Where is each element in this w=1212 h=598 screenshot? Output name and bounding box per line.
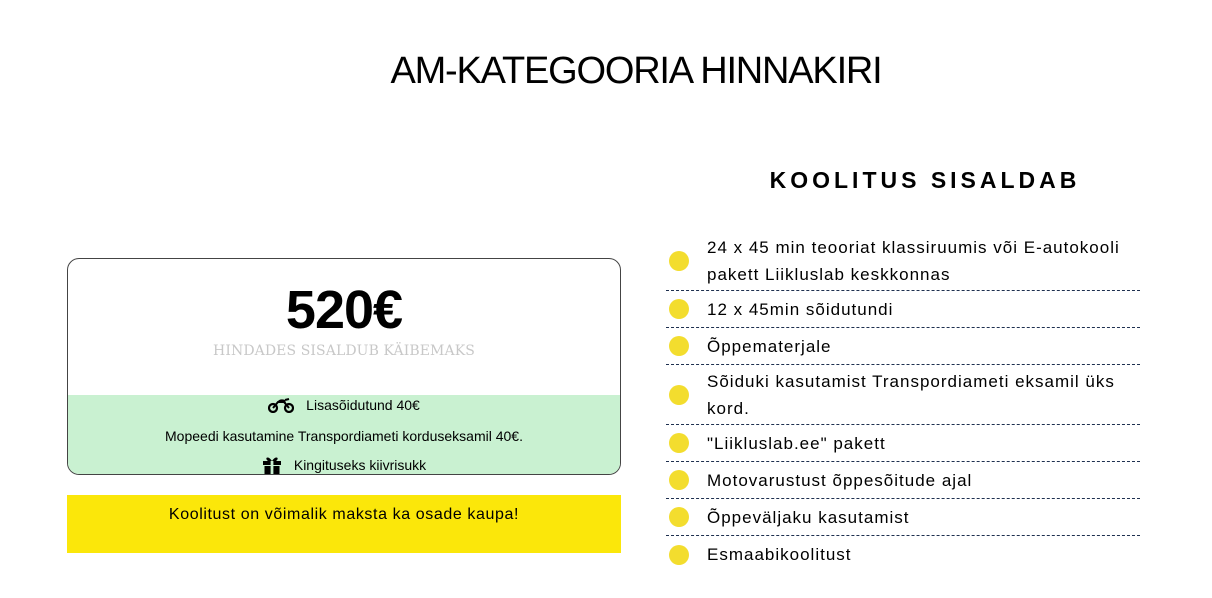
- gift-icon: [262, 456, 282, 474]
- list-item-text: Esmaabikoolitust: [707, 545, 852, 564]
- bullet-icon: [669, 545, 689, 565]
- list-item: [666, 291, 1140, 328]
- extra-row: [68, 456, 620, 474]
- bullet-icon: [669, 385, 689, 405]
- extra-row: [68, 397, 620, 413]
- bullet-icon: [669, 507, 689, 527]
- includes-title: KOOLITUS SISALDAB: [769, 167, 1081, 193]
- list-item: [666, 499, 1140, 536]
- list-item-text: Õppematerjale: [707, 336, 832, 356]
- price-note: HINDADES SISALDUB KÄIBEMAKS: [213, 343, 475, 359]
- extra-text: Kingituseks kiivrisukk: [293, 457, 427, 473]
- list-item: [666, 536, 1140, 573]
- list-item-text: 12 x 45min sõidutundi: [707, 299, 894, 319]
- extra-row: [68, 428, 620, 444]
- page-title: AM-KATEGOORIA HINNAKIRI: [390, 50, 882, 92]
- bullet-icon: [669, 470, 689, 490]
- list-item: [666, 365, 1140, 425]
- list-item-text: 24 x 45 min teooriat klassiruumis või E-autokooli pakett Liikluslab keskkonnas: [707, 237, 1120, 284]
- motorcycle-icon: [268, 397, 294, 413]
- includes-list: [666, 231, 1140, 573]
- list-item-text: Sõiduki kasutamist Transpordiameti eksamil üks kord.: [707, 371, 1115, 418]
- list-item: [666, 462, 1140, 499]
- bullet-icon: [669, 251, 689, 271]
- price-card: [67, 258, 621, 475]
- price-value: 520€: [285, 280, 403, 340]
- installment-banner: Koolitust on võimalik maksta ka osade kaupa!: [67, 495, 621, 553]
- list-item-text: Motovarustust õppesõitude ajal: [707, 470, 973, 490]
- extra-text: Lisasõidutund 40€: [306, 397, 420, 413]
- bullet-icon: [669, 336, 689, 356]
- extras-panel: [68, 395, 620, 475]
- list-item-text: "Liikluslab.ee" pakett: [707, 433, 886, 453]
- bullet-icon: [669, 433, 689, 453]
- list-item-text: Õppeväljaku kasutamist: [707, 507, 910, 527]
- list-item: [666, 328, 1140, 365]
- list-item: [666, 425, 1140, 462]
- extra-text: Mopeedi kasutamine Transpordiameti korduseksamil 40€.: [165, 428, 523, 444]
- bullet-icon: [669, 299, 689, 319]
- list-item: [666, 231, 1140, 291]
